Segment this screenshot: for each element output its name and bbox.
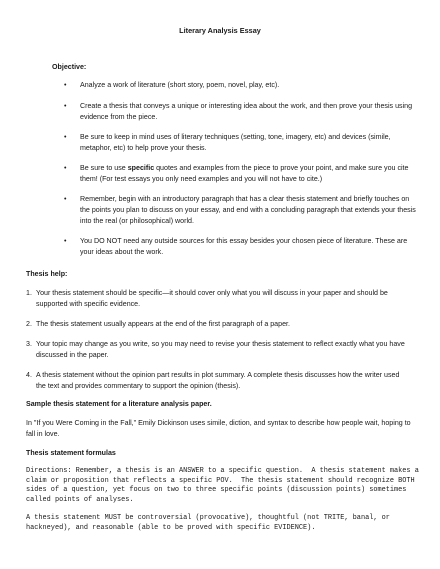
- list-item-text: Be sure to keep in mind uses of literary techniques (setting, tone, imagery, etc) and devices (simile, metaphor, etc) to help prove your thesis.: [80, 133, 391, 152]
- list-item-text: A thesis statement without the opinion part results in plot summary. A complete thesis discusses how the writer used the text and provides commentary to support the opinion (thesis).: [36, 371, 400, 390]
- list-item-text: Your topic may change as you write, so you may need to revise your thesis statement to reflect exactly what you have discussed in the paper.: [36, 340, 405, 359]
- thesis-help-heading: Thesis help:: [26, 270, 68, 278]
- list-item-text: Your thesis statement should be specific—it should cover only what you will discuss in your paper and should be supported with specific evidence.: [36, 289, 388, 308]
- sample-text: In "If you Were Coming in the Fall," Emily Dickinson uses simile, diction, and syntax to describe how people wait, hoping to fall in love.: [26, 419, 411, 438]
- list-item: [26, 370, 408, 392]
- list-number: 1.: [26, 289, 32, 297]
- document-title: Literary Analysis Essay: [179, 26, 261, 35]
- directions-text: Directions: Remember, a thesis is an ANSWER to a specific question. A thesis statement makes a claim or proposition that reflects a specific POV. The thesis statement should recognize BOTH sides of a question, yet focus on two to three specific points (discussion points) sometimes called points of analyses.: [26, 467, 423, 504]
- list-item-text: The thesis statement usually appears at the end of the first paragraph of a paper.: [36, 320, 290, 328]
- bullet-icon: •: [64, 102, 67, 110]
- list-item-text: Analyze a work of literature (short story, poem, novel, play, etc).: [80, 81, 280, 89]
- list-item: [26, 339, 408, 361]
- list-number: 2.: [26, 320, 32, 328]
- list-item: [64, 80, 418, 91]
- list-item-text: Remember, begin with an introductory paragraph that has a clear thesis statement and briefly touches on the points you plan to discuss on your essay, and end with a concluding paragraph that extends your thesis into the real (or philosophical) world.: [80, 195, 416, 225]
- list-item-text: You DO NOT need any outside sources for this essay besides your chosen piece of literature. These are your ideas about the work.: [80, 237, 408, 256]
- list-item: [26, 288, 408, 310]
- bullet-icon: •: [64, 133, 67, 141]
- objective-heading: Objective:: [52, 63, 87, 71]
- objective-list: [64, 80, 418, 258]
- bullet-icon: •: [64, 195, 67, 203]
- bullet-icon: •: [64, 237, 67, 245]
- list-number: 3.: [26, 340, 32, 348]
- list-item: [64, 163, 418, 185]
- list-item: [26, 319, 408, 330]
- thesis-help-list: [26, 288, 408, 392]
- list-item-text: Be sure to use specific quotes and examples from the piece to prove your point, and make sure you cite them! (For test essays you only need examples and you will not have to cite.): [80, 164, 409, 183]
- list-item: [64, 101, 418, 123]
- bullet-icon: •: [64, 164, 67, 172]
- list-number: 4.: [26, 371, 32, 379]
- must-text: A thesis statement MUST be controversial (provocative), thoughtful (not TRITE, banal, or hackneyed), and reasonable (able to be proved with specific EVIDENCE).: [26, 514, 395, 532]
- list-item: [64, 132, 418, 154]
- list-item-text: Create a thesis that conveys a unique or interesting idea about the work, and then prove your thesis using evidence from the piece.: [80, 102, 413, 121]
- bullet-icon: •: [64, 81, 67, 89]
- list-item: [64, 236, 418, 258]
- list-item: [64, 194, 418, 227]
- sample-heading: Sample thesis statement for a literature analysis paper.: [26, 400, 212, 408]
- emphasis-text: specific: [127, 164, 155, 172]
- formulas-heading: Thesis statement formulas: [26, 449, 116, 457]
